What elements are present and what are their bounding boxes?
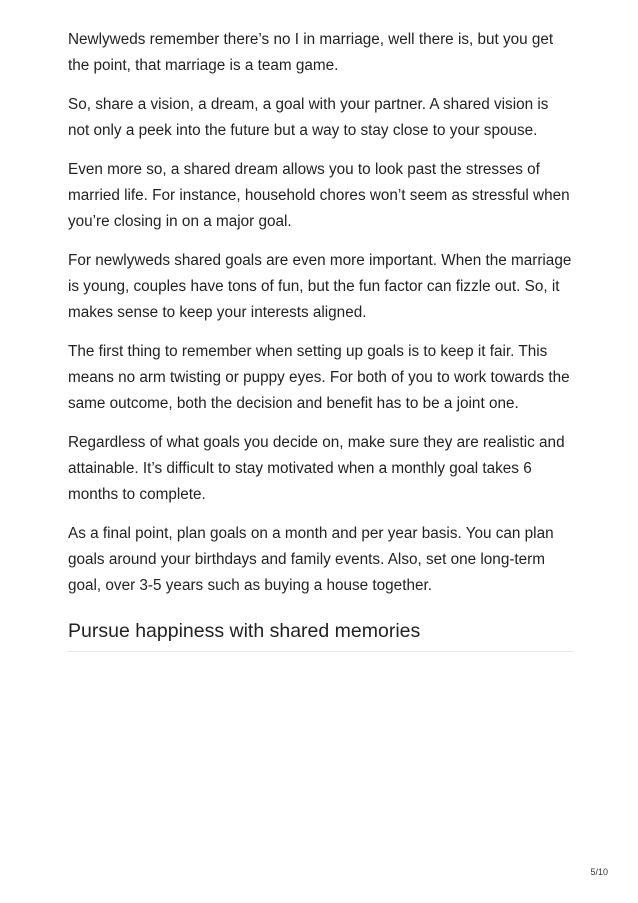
- paragraph-newlywed-goals: For newlyweds shared goals are even more important. When the marriage is young, couples have tons of fun, but the fun factor can fizzle out. So, it makes sense to keep your interests aligned.: [68, 252, 572, 321]
- page-number: 5/10: [590, 867, 608, 877]
- paragraph-realistic-goals: Regardless of what goals you decide on, make sure they are realistic and attainable. It’s difficult to stay motivated when a monthly goal takes 6 months to complete.: [68, 434, 565, 503]
- section-heading: Pursue happiness with shared memories: [68, 617, 573, 652]
- paragraph-keep-fair: The first thing to remember when setting up goals is to keep it fair. This means no arm twisting or puppy eyes. For both of you to work towards the same outcome, both the decision and benefit has to be a joint one.: [68, 343, 570, 412]
- paragraph-shared-team: Newlyweds remember there’s no I in marriage, well there is, but you get the point, that marriage is a team game.: [68, 31, 554, 74]
- paragraph-shared-dream: Even more so, a shared dream allows you to look past the stresses of married life. For instance, household chores won’t seem as stressful when you’re closing in on a major goal.: [68, 161, 570, 230]
- paragraph-plan-goals: As a final point, plan goals on a month and per year basis. You can plan goals around your birthdays and family events. Also, set one long-term goal, over 3-5 years such as buying a house together.: [68, 525, 554, 594]
- paragraph-shared-vision: So, share a vision, a dream, a goal with your partner. A shared vision is not only a peek into the future but a way to stay close to your spouse.: [68, 96, 549, 139]
- article-body: [68, 27, 573, 652]
